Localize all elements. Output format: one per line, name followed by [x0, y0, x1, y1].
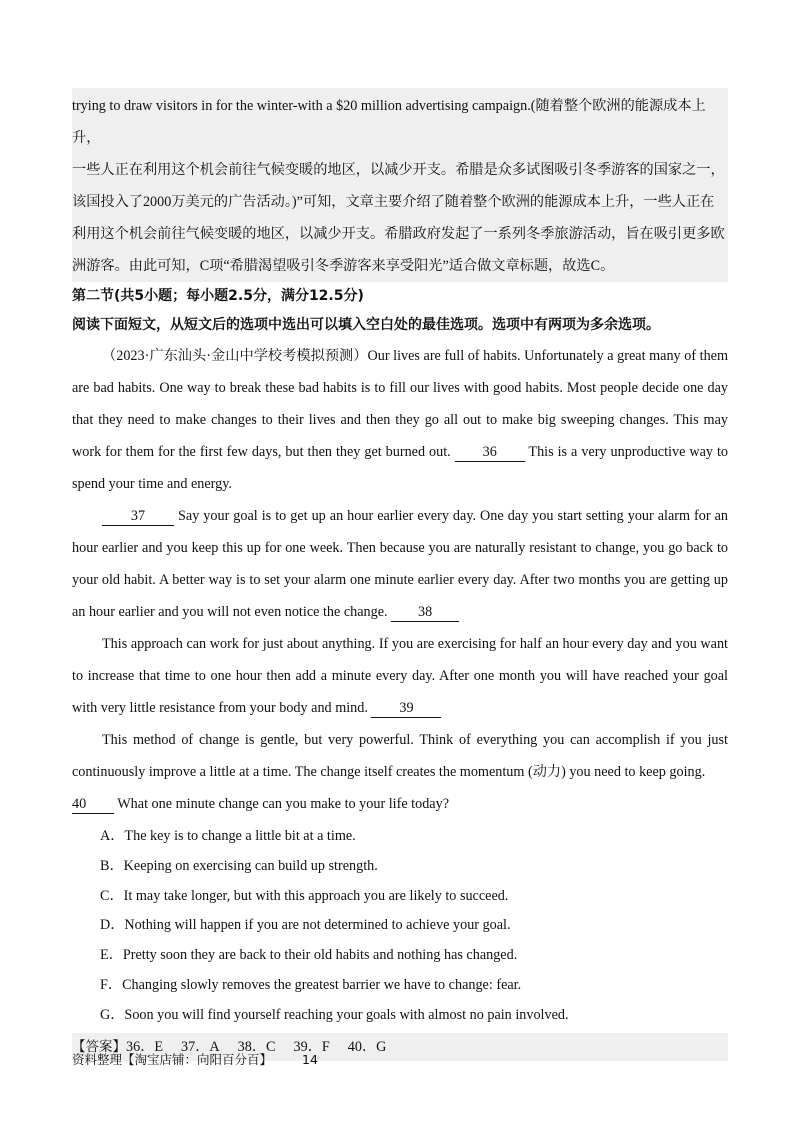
paragraph-text: What one minute change can you make to your life today?	[114, 796, 449, 812]
option-g: G．Soon you will find yourself reaching your goals with almost no pain involved.	[100, 1006, 569, 1023]
option-a: A．The key is to change a little bit at a time.	[100, 828, 356, 844]
option-d: D．Nothing will happen if you are not determined to achieve your goal.	[100, 917, 511, 934]
page-number: 14	[302, 1052, 318, 1067]
paragraph-text: This is a very unproductive way to spend your time and energy.	[72, 444, 728, 492]
passage-paragraph-5	[72, 788, 728, 820]
explanation-block	[72, 88, 728, 282]
explanation-line: trying to draw visitors in for the winter-with a $20 million advertising campaign.(随着整个欧洲的能源成本上升，	[72, 98, 706, 146]
answer-item: 38．C	[237, 1038, 276, 1055]
explanation-line: 该国投入了2000万美元的广告活动。)”可知，文章主要介绍了随着整个欧洲的能源成本上升，一些人正在	[72, 194, 715, 210]
passage-paragraph-3	[72, 628, 728, 724]
passage-paragraph-4	[72, 724, 728, 788]
blank-37: 37	[102, 507, 174, 526]
explanation-line: 洲游客。由此可知，C项“希腊渴望吸引冬季游客来享受阳光”适合做文章标题，故选C。	[72, 258, 615, 274]
option-c: C．It may take longer, but with this approach you are likely to succeed.	[100, 887, 509, 904]
paragraph-text: This approach can work for just about anything. If you are exercising for half an hour every day and you want to increase that time to one hour then add a minute every day. After one month you will have reached your goal with very little resistance from your body and mind.	[72, 636, 728, 716]
blank-36: 36	[455, 443, 525, 462]
explanation-line: 一些人正在利用这个机会前往气候变暖的地区，以减少开支。希腊是众多试图吸引冬季游客的国家之一，	[72, 162, 725, 178]
page-footer	[72, 1050, 318, 1068]
answer-item: 36．E	[126, 1038, 164, 1055]
blank-39: 39	[371, 699, 441, 718]
section-title: 第二节(共5小题；每小题2.5分，满分12.5分)	[72, 288, 364, 304]
passage-paragraph-1	[72, 340, 728, 500]
passage-paragraph-2	[72, 500, 728, 628]
paragraph-text: This method of change is gentle, but very powerful. Think of everything you can accomplish if you just continuously improve a little at a time. The change itself creates the momentum (动力) you need to keep going.	[72, 732, 728, 780]
paragraph-text: Our lives are full of habits. Unfortunately a great many of them are bad habits. One way to break these bad habits is to fill our lives with good habits. Most people decide one day that they need to make changes to their lives and then they go all out to make big sweeping changes. This may work for them for the first few days, but then they get burned out.	[72, 348, 728, 460]
document-page	[72, 88, 728, 1061]
answer-label: 【答案】	[72, 1038, 126, 1055]
option-e: E．Pretty soon they are back to their old habits and nothing has changed.	[100, 947, 518, 964]
answer-item: 40．G	[347, 1038, 387, 1055]
answer-item: 39．F	[293, 1038, 330, 1055]
option-b: B．Keeping on exercising can build up strength.	[100, 857, 378, 874]
section-instruction: 阅读下面短文，从短文后的选项中选出可以填入空白处的最佳选项。选项中有两项为多余选项。	[72, 317, 660, 333]
options-list	[72, 822, 728, 1031]
blank-40: 40	[72, 795, 114, 814]
passage-source: （2023·广东汕头·金山中学校考模拟预测）	[102, 348, 368, 364]
option-f: F．Changing slowly removes the greatest barrier we have to change: fear.	[100, 976, 522, 993]
paragraph-text: Say your goal is to get up an hour earlier every day. One day you start setting your alarm for an hour earlier and you keep this up for one week. Then because you are naturally resistant to change, you go back to your old habit. A better way is to set your alarm one minute earlier every day. After two months you are getting up an hour earlier and you will not even notice the change.	[72, 508, 728, 620]
answer-item: 37．A	[181, 1038, 220, 1055]
blank-38: 38	[391, 603, 459, 622]
explanation-line: 利用这个机会前往气候变暖的地区，以减少开支。希腊政府发起了一系列冬季旅游活动，旨在吸引更多欧	[72, 226, 725, 242]
footer-text: 资料整理【淘宝店铺：向阳百分百】	[72, 1052, 273, 1067]
